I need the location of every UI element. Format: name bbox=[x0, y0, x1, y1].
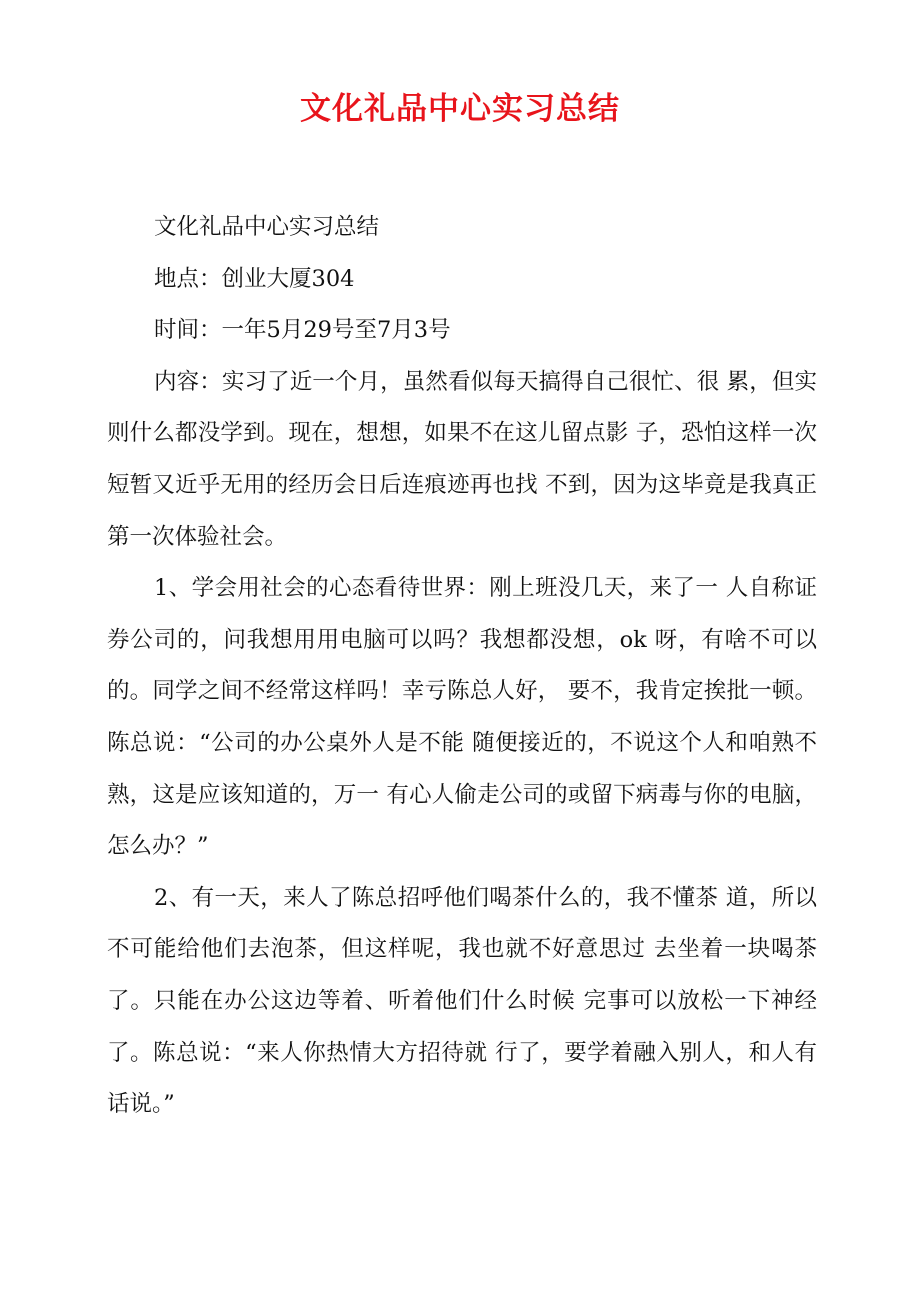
location-line: 地点：创业大厦304 bbox=[154, 265, 355, 292]
document-body bbox=[107, 202, 817, 1131]
body-heading: 文化礼品中心实习总结 bbox=[154, 214, 380, 240]
time-line: 时间：一年5月29号至7月3号 bbox=[154, 317, 451, 344]
document-title: 文化礼品中心实习总结 bbox=[300, 91, 620, 127]
content-paragraph: 内容：实习了近一个月，虽然看似每天搞得自己很忙、很 累，但实则什么都没学到。现在，想想，如果不在这儿留点影 子，恐怕这样一次短暂又近乎无用的经历会日后连痕迹再也找 不到，因为这毕竟是我真正第一次体验社会。 bbox=[107, 368, 817, 550]
point-one-paragraph: 1、学会用社会的心态看待世界：刚上班没几天，来了一 人自称证券公司的，问我想用用电脑可以吗？我想都没想，ok 呀，有啥不可以的。同学之间不经常这样吗！幸亏陈总人好， 要不，我肯定挨批一顿。陈总说：“公司的办公桌外人是不能 随便接近的，不说这个人和咱熟不熟，这是应该知道的，万一 有心人偷走公司的或留下病毒与你的电脑，怎么办？” bbox=[107, 575, 817, 860]
point-two-paragraph: 2、有一天，来人了陈总招呼他们喝茶什么的，我不懂茶 道，所以不可能给他们去泡茶，但这样呢，我也就不好意思过 去坐着一块喝茶了。只能在办公这边等着、听着他们什么时候 完事可以放松一下神经了。陈总说：“来人你热情大方招待就 行了，要学着融入别人，和人有话说。” bbox=[107, 884, 817, 1118]
